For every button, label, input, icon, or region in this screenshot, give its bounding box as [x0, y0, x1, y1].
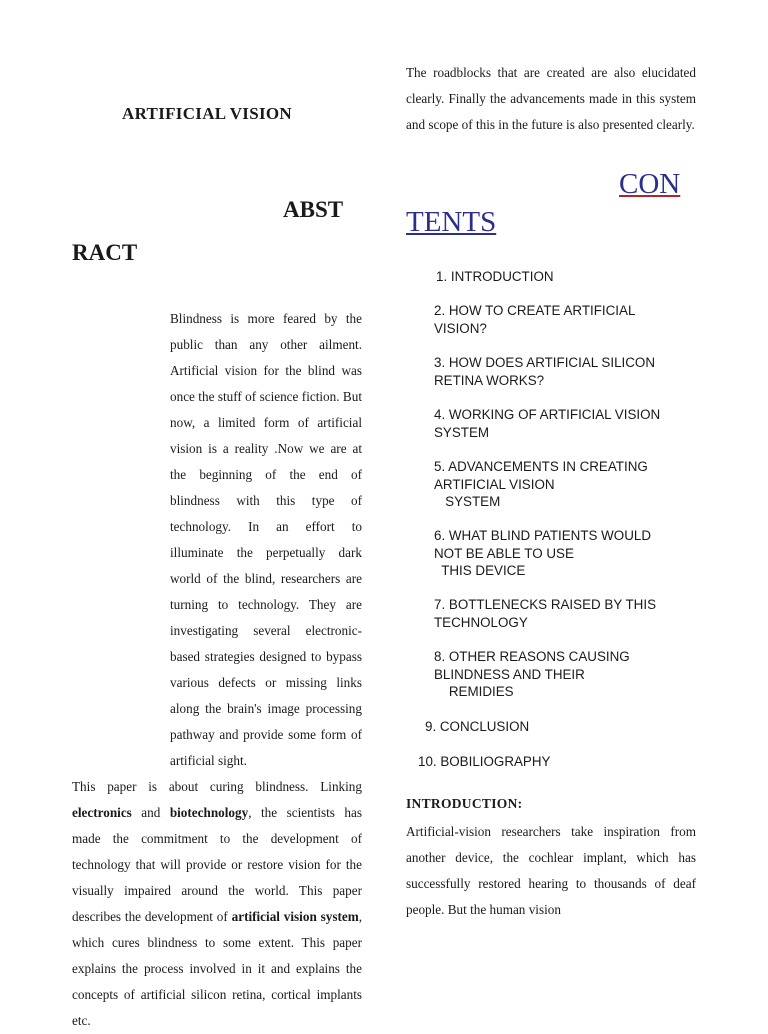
contents-heading-part1: CON: [619, 168, 681, 200]
contents-heading-part2: TENTS: [406, 206, 497, 238]
introduction-text: Artificial-vision researchers take inspiration from another device, the cochlear implant, which has successfully restored hearing to thousands of deaf people. But the human vision: [406, 824, 696, 917]
bold-term-artificial-vision-system: artificial vision system: [231, 909, 359, 924]
toc-item-2: 2. HOW TO CREATE ARTIFICIAL VISION?: [434, 303, 636, 336]
toc-item-5: 5. ADVANCEMENTS IN CREATING ARTIFICIAL VISION SYSTEM: [434, 459, 648, 509]
toc-item-3: 3. HOW DOES ARTIFICIAL SILICON RETINA WORKS?: [434, 355, 655, 388]
toc-item-4: 4. WORKING OF ARTIFICIAL VISION SYSTEM: [434, 407, 661, 440]
paper-title: ARTIFICIAL VISION: [122, 104, 292, 123]
abstract-heading-part1: ABST: [283, 197, 344, 222]
abstract-continuation: The roadblocks that are created are also elucidated clearly. Finally the advancements made in this system and scope of this in the future is also presented clearly.: [406, 65, 696, 132]
toc-item-10: 10. BOBILIOGRAPHY: [418, 754, 551, 769]
toc-item-9: 9. CONCLUSION: [425, 719, 530, 734]
abstract-text: This paper is about curing blindness. Linking: [72, 779, 362, 794]
abstract-paragraph-2: [72, 774, 362, 1034]
bold-term-biotechnology: biotechnology: [169, 805, 249, 820]
toc-item-6: 6. WHAT BLIND PATIENTS WOULD NOT BE ABLE TO USE THIS DEVICE: [434, 528, 652, 578]
abstract-text: , the scientists has made the commitment to the development of technology that will provide or restore vision for the visually impaired around the world. This paper describes the development of: [72, 805, 362, 924]
bold-term-electronics: electronics: [72, 805, 132, 820]
abstract-body: [72, 306, 362, 1034]
toc-item-1: 1. INTRODUCTION: [436, 269, 554, 284]
introduction-heading: INTRODUCTION:: [406, 796, 523, 811]
abstract-paragraph-1: Blindness is more feared by the public than any other ailment. Artificial vision for the blind was once the stuff of science fiction. But now, a limited form of artificial vision is a reality .Now we are at the beginning of the end of blindness with this type of technology. In an effort to illuminate the perpetually dark world of the blind, researchers are turning to technology. They are investigating several electronic-based strategies designed to bypass various defects or missing links along the brain's image processing pathway and provide some form of artificial sight.: [170, 311, 362, 768]
abstract-text: , which cures blindness to some extent. This paper explains the process involved in it and explains the concepts of artificial silicon retina, cortical implants etc.: [72, 909, 362, 1028]
toc-item-8: 8. OTHER REASONS CAUSING BLINDNESS AND THEIR REMIDIES: [434, 649, 630, 699]
toc-item-7: 7. BOTTLENECKS RAISED BY THIS TECHNOLOGY: [434, 597, 657, 630]
abstract-text: and: [131, 805, 170, 820]
abstract-heading-part2: RACT: [72, 240, 138, 265]
